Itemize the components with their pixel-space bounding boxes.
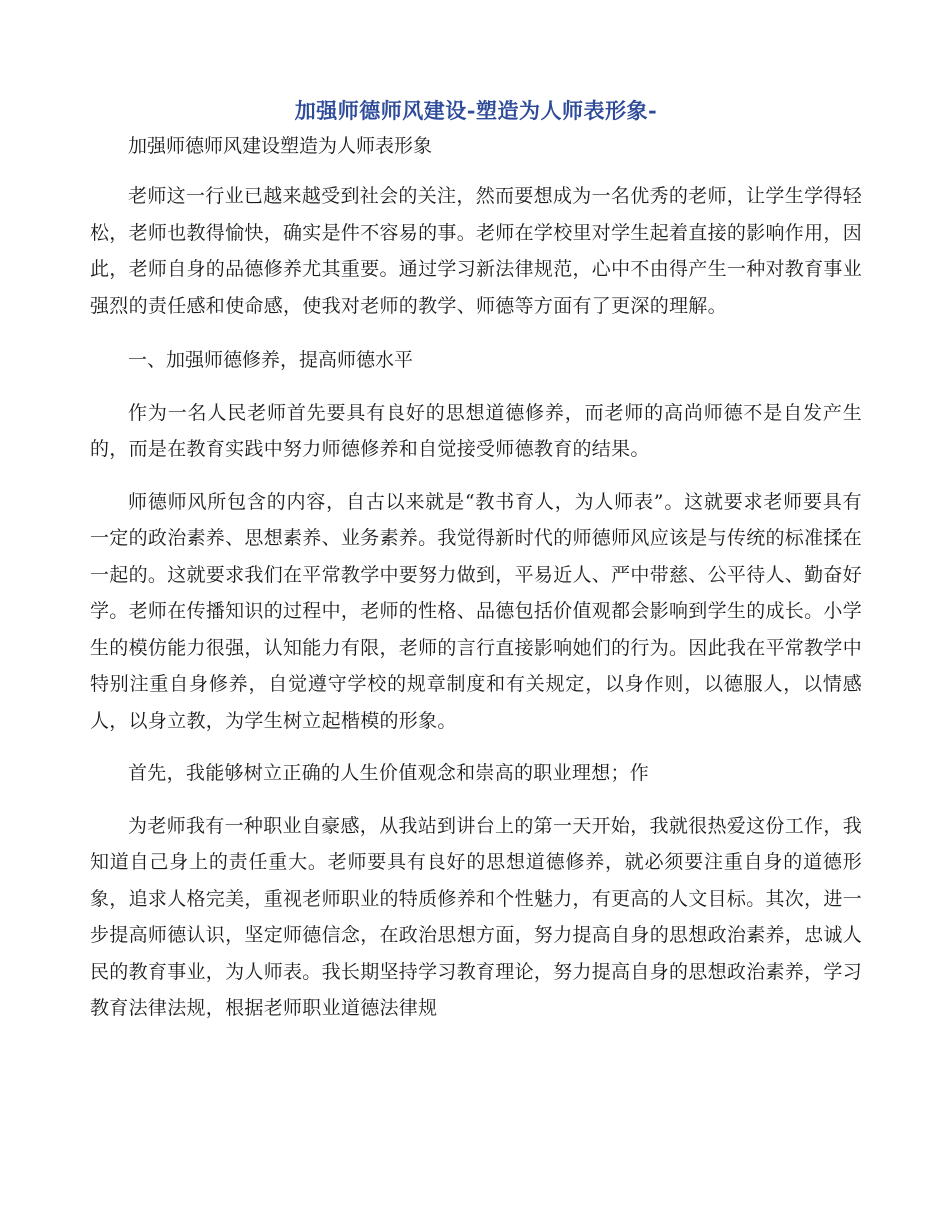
document-subtitle: 加强师德师风建设塑造为人师表形象 xyxy=(128,135,433,157)
paragraph-4: 首先，我能够树立正确的人生价值观念和崇高的职业理想；作 xyxy=(128,762,650,784)
section-heading-1: 一、加强师德修养，提高师德水平 xyxy=(128,349,414,371)
paragraph-3: 师德师风所包含的内容，自古以来就是“教书育人，为人师表”。这就要求老师要具有一定的政治素养、思想素养、业务素养。我觉得新时代的师德师风应该是与传统的标准揉在一起的。这就要求我们在平常教学中要努力做到，平易近人、严中带慈、公平待人、勤奋好学。老师在传播知识的过程中，老师的性格、品德包括价值观都会影响到学生的成长。小学生的模仿能力很强，认知能力有限，老师的言行直接影响她们的行为。因此我在平常教学中特别注重自身修养，自觉遵守学校的规章制度和有关规定，以身作则，以德服人，以情感人，以身立教，为学生树立起楷模的形象。 xyxy=(90,490,863,732)
paragraph-intro: 老师这一行业已越来越受到社会的关注，然而要想成为一名优秀的老师，让学生学得轻松，老师也教得愉快，确实是件不容易的事。老师在学校里对学生起着直接的影响作用，因此，老师自身的品德修养尤其重要。通过学习新法律规范，心中不由得产生一种对教育事业强烈的责任感和使命感，使我对老师的教学、师德等方面有了更深的理解。 xyxy=(90,185,863,317)
document-page xyxy=(90,96,862,1027)
paragraph-5: 为老师我有一种职业自豪感，从我站到讲台上的第一天开始，我就很热爱这份工作，我知道自己身上的责任重大。老师要具有良好的思想道德修养，就必须要注重自身的道德形象，追求人格完美，重视老师职业的特质修养和个性魅力，有更高的人文目标。其次，进一步提高师德认识，坚定师德信念，在政治思想方面，努力提高自身的思想政治素养，忠诚人民的教育事业，为人师表。我长期坚持学习教育理论，努力提高自身的思想政治素养，学习教育法律法规，根据老师职业道德法律规 xyxy=(90,814,863,1019)
document-title: 加强师德师风建设-塑造为人师表形象- xyxy=(294,98,658,123)
paragraph-2: 作为一名人民老师首先要具有良好的思想道德修养，而老师的高尚师德不是自发产生的，而是在教育实践中努力师德修养和自觉接受师德教育的结果。 xyxy=(90,401,862,460)
